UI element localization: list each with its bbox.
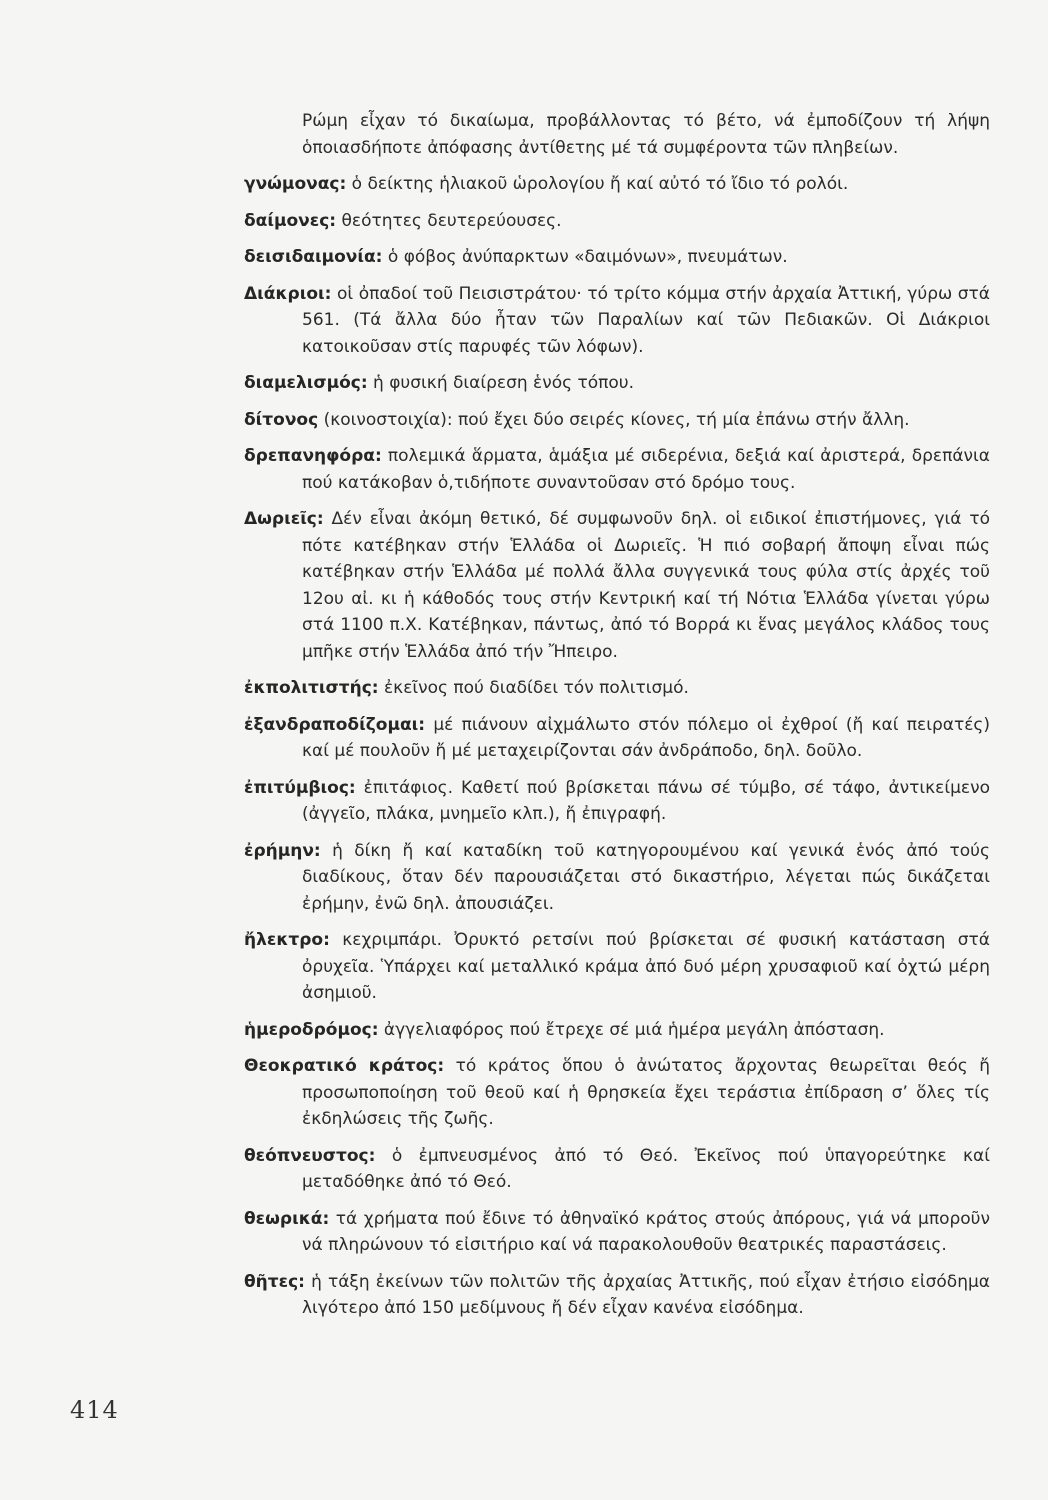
entry-term: Θεοκρατικό κράτος: [244, 1056, 445, 1076]
glossary-entry [244, 443, 990, 496]
entry-term: ἐπιτύμβιος: [244, 777, 356, 798]
entry-term: γνώμονας: [244, 174, 347, 194]
entry-text: ἡ τάξη ἐκείνων τῶν πολιτῶν τῆς ἀρχαίας Ἀττικῆς, πού εἶχαν ἐτήσιο εἰσόδημα λιγότερο ἀπό 150 μεδίμνους ἤ δέν εἶχαν κανένα εἰσόδημα. [302, 1271, 990, 1318]
entry-term: δίτονος [244, 409, 319, 430]
entry-text: Δέν εἶναι ἀκόμη θετικό, δέ συμφωνοῦν δηλ. οἱ ειδικοί ἐπιστήμονες, γιά τό πότε κατέβηκαν στήν Ἑλλάδα οἱ Δωριεῖς. Ἡ πιό σοβαρή ἄποψη εἶναι πώς κατέβηκαν στήν Ἑλλάδα μέ πολλά ἄλλα συγγενικά τους φύλα στίς ἀρχές τοῦ 12ου αἰ. κι ἡ κάθοδός τους στήν Κεντρική καί τή Νότια Ἑλλάδα γίνεται γύρω στά 1100 π.Χ. Κατέβηκαν, πάντως, ἀπό τό Βορρά κι ἕνας μεγάλος κλάδος τους μπῆκε στήν Ἑλλάδα ἀπό τήν Ἤπειρο. [302, 509, 990, 662]
entry-text: ὁ δείκτης ἡλιακοῦ ὡρολογίου ἤ καί αὐτό τό ἴδιο τό ρολόι. [346, 174, 849, 194]
entry-term: ἤλεκτρο: [244, 930, 330, 950]
entry-text: ὁ φόβος ἀνύπαρκτων «δαιμόνων», πνευμάτων. [382, 247, 788, 267]
entry-text: τά χρήματα πού ἔδινε τό ἀθηναϊκό κράτος στούς ἀπόρους, γιά νά μποροῦν νά πληρώνουν τό εἰσιτήριο καί νά παρακολουθοῦν θεατρικές παραστάσεις. [302, 1208, 990, 1255]
glossary-entry [244, 244, 990, 271]
glossary-entry [244, 838, 990, 918]
entry-text: μέ πιάνουν αἰχμάλωτο στόν πόλεμο οἱ ἐχθροί (ἤ καί πειρατές) καί μέ πουλοῦν ἤ μέ μεταχειρίζονται σάν ἀνδράποδο, δηλ. δοῦλο. [302, 714, 990, 761]
glossary-entry [244, 1143, 990, 1196]
glossary-entry [244, 171, 990, 198]
entry-text: θεότητες δευτερεύουσες. [336, 210, 562, 231]
glossary-entry [244, 775, 990, 828]
entry-term: Δωριεῖς: [244, 509, 324, 529]
entry-text: Ρώμη εἶχαν τό δικαίωμα, προβάλλοντας τό βέτο, νά ἐμποδίζουν τή λήψη ὁποιασδήποτε ἀπόφασης ἀντίθετης μέ τά συμφέροντα τῶν πληβείων. [302, 111, 990, 158]
entry-term: Διάκριοι: [244, 283, 332, 304]
entry-term: ἐξανδραποδίζομαι: [244, 714, 426, 735]
glossary [244, 108, 990, 1332]
glossary-entry [244, 1053, 990, 1133]
entry-term: θεόπνευστος: [244, 1145, 376, 1166]
glossary-entry [244, 927, 990, 1007]
glossary-entry [244, 370, 990, 397]
entry-term: θεωρικά: [244, 1208, 330, 1229]
entry-text: τό κράτος ὅπου ὁ ἀνώτατος ἄρχοντας θεωρεῖται θεός ἤ προσωποποίηση τοῦ θεοῦ καί ἡ θρησκεία ἔχει τεράστια ἐπίδραση σ’ ὅλες τίς ἐκδηλώσεις τῆς ζωῆς. [302, 1056, 990, 1129]
entry-text: ὁ ἐμπνευσμένος ἀπό τό Θεό. Ἐκεῖνος πού ὑπαγορεύτηκε καί μεταδόθηκε ἀπό τό Θεό. [302, 1145, 990, 1192]
entry-text: ἀγγελιαφόρος πού ἔτρεχε σέ μιά ἡμέρα μεγάλη ἀπόσταση. [378, 1019, 885, 1040]
entry-term: ἡμεροδρόμος: [244, 1019, 379, 1040]
glossary-entry [244, 281, 990, 361]
glossary-entry [244, 712, 990, 765]
entry-term: ἐρήμην: [244, 840, 321, 861]
glossary-entry [244, 1017, 990, 1044]
entry-text: πολεμικά ἅρματα, ἁμάξια μέ σιδερένια, δεξιά καί ἀριστερά, δρεπάνια πού κατάκοβαν ὁ,τιδήποτε συναντοῦσαν στό δρόμο τους. [302, 446, 990, 493]
entry-term: διαμελισμός: [244, 373, 368, 393]
entry-text: οἱ ὀπαδοί τοῦ Πεισιστράτου· τό τρίτο κόμμα στήν ἀρχαία Ἀττική, γύρω στά 561. (Τά ἄλλα δύο ἦταν τῶν Παραλίων καί τῶν Πεδιακῶν. Οἱ Διάκριοι κατοικοῦσαν στίς παρυφές τῶν λόφων). [302, 283, 990, 357]
glossary-entry [244, 1206, 990, 1259]
entry-term: δεισιδαιμονία: [244, 247, 383, 267]
entry-term: θῆτες: [244, 1271, 305, 1292]
entry-text: ἡ φυσική διαίρεση ἑνός τόπου. [367, 373, 635, 393]
glossary-entry [244, 506, 990, 665]
entry-term: δαίμονες: [244, 210, 337, 231]
glossary-entry [244, 208, 990, 235]
entry-term: δρεπανηφόρα: [244, 446, 382, 466]
glossary-entry [244, 1269, 990, 1322]
glossary-entry [244, 675, 990, 702]
page-number: 414 [70, 1396, 119, 1424]
entry-text: ἡ δίκη ἤ καί καταδίκη τοῦ κατηγορουμένου καί γενικά ἑνός ἀπό τούς διαδίκους, ὅταν δέν παρουσιάζεται στό δικαστήριο, λέγεται πώς δικάζεται ἐρήμην, ἐνῶ δηλ. ἀπουσιάζει. [302, 840, 990, 914]
entry-text: κεχριμπάρι. Ὀρυκτό ρετσίνι πού βρίσκεται σέ φυσική κατάσταση στά ὀρυχεῖα. Ὑπάρχει καί μεταλλικό κράμα ἀπό δυό μέρη χρυσαφιοῦ καί ὀχτώ μέρη ἀσημιοῦ. [302, 930, 990, 1003]
entry-text: (κοινοστοιχία): πού ἔχει δύο σειρές κίονες, τή μία ἐπάνω στήν ἄλλη. [318, 409, 910, 430]
entry-term: ἐκπολιτιστής: [244, 678, 379, 698]
glossary-entry-continuation [244, 108, 990, 161]
entry-text: ἐκεῖνος πού διαδίδει τόν πολιτισμό. [378, 678, 689, 698]
entry-text: ἐπιτάφιος. Καθετί πού βρίσκεται πάνω σέ τύμβο, σέ τάφο, ἀντικείμενο (ἀγγεῖο, πλάκα, μνημεῖο κλπ.), ἤ ἐπιγραφή. [302, 777, 990, 824]
glossary-entry [244, 407, 990, 434]
